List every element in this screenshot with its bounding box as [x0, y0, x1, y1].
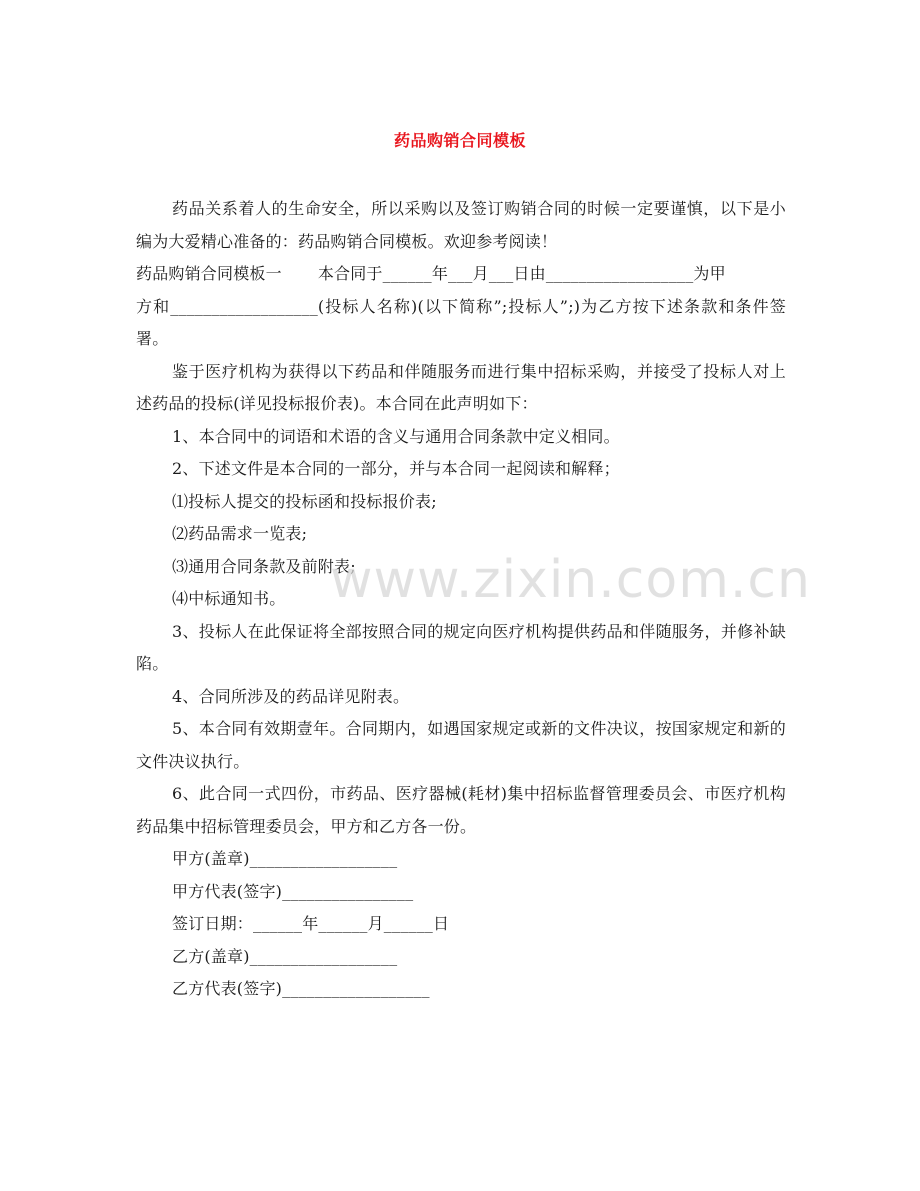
preamble-paragraph: 鉴于医疗机构为获得以下药品和伴随服务而进行集中招标采购，并接受了投标人对上述药品的投标(详见投标报价表)。本合同在此声明如下： [136, 361, 786, 413]
clause-6: 6、此合同一式四份，市药品、医疗器械(耗材)集中招标监督管理委员会、市医疗机构药品集中招标管理委员会，甲方和乙方各一份。 [136, 784, 786, 836]
document-title: 药品购销合同模板 [393, 131, 526, 150]
clause-2: 2、下述文件是本合同的一部分，并与本合同一起阅读和解释； [172, 459, 620, 478]
party-b-seal-line: 乙方(盖章)__________________ [172, 946, 398, 966]
party-a-seal-line: 甲方(盖章)__________________ [172, 849, 398, 868]
clause-1: 1、本合同中的词语和术语的含义与通用合同条款中定义相同。 [172, 426, 620, 446]
party-a-rep-line: 甲方代表(签字)________________ [172, 881, 414, 901]
watermark: www.zixin.com.cn [330, 550, 811, 610]
clause-4: 4、合同所涉及的药品详见附表。 [172, 686, 410, 706]
opening-clause: 本合同于______年___月___日由__________________为甲 [317, 264, 726, 283]
clause-2-item-4: ⑷中标通知书。 [172, 589, 286, 608]
party-b-rep-line: 乙方代表(签字)__________________ [172, 979, 430, 998]
template-heading: 药品购销合同模板一 [136, 264, 282, 283]
clause-2-item-3: ⑶通用合同条款及前附表; [172, 556, 356, 576]
opening-line [136, 258, 786, 291]
clause-2-item-1: ⑴投标人提交的投标函和投标报价表; [172, 491, 437, 511]
clause-3: 3、投标人在此保证将全部按照合同的规定向医疗机构提供药品和伴随服务，并修补缺陷。 [136, 621, 786, 673]
clause-2-item-2: ⑵药品需求一览表; [172, 524, 308, 543]
sign-date-line: 签订日期：______年______月______日 [172, 914, 450, 933]
parties-paragraph: 方和__________________(投标人名称)(以下简称”;投标人”;)为乙方按下述条款和条件签署。 [136, 296, 786, 348]
clause-5: 5、本合同有效期壹年。合同期内，如遇国家规定或新的文件决议，按国家规定和新的文件决议执行。 [136, 719, 786, 771]
intro-paragraph: 药品关系着人的生命安全，所以采购以及签订购销合同的时候一定要谨慎，以下是小编为大爱精心准备的：药品购销合同模板。欢迎参考阅读！ [136, 199, 786, 251]
